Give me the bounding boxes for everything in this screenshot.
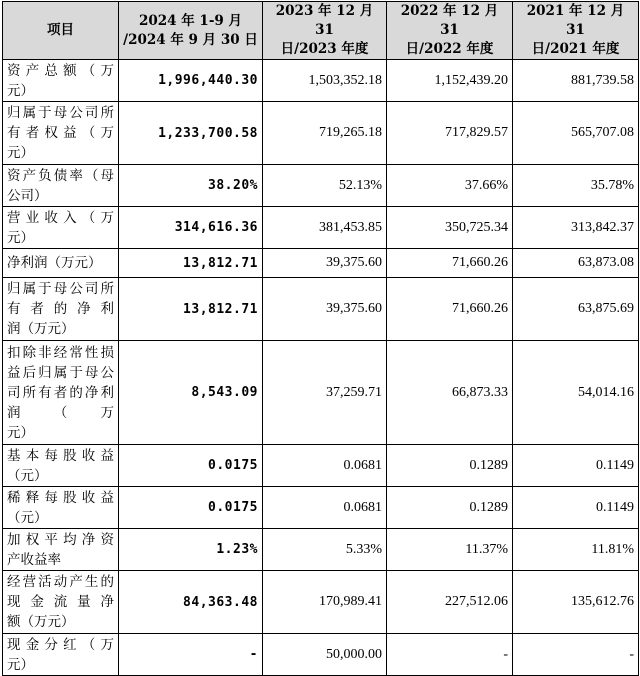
table-row [3, 634, 639, 676]
cell-value: 0.1289 [387, 445, 513, 487]
cell-value: 0.0681 [263, 445, 387, 487]
row-label: 资产负债率（母 公司） [3, 165, 119, 207]
cell-value: 50,000.00 [263, 634, 387, 676]
row-label: 经营活动产生的现金流量净 额（万元） [3, 571, 119, 634]
cell-value: - [387, 634, 513, 676]
cell-value: 0.1289 [387, 487, 513, 529]
row-label: 归属于母公司所有者的净利 润（万元） [3, 278, 119, 341]
cell-value: 71,660.26 [387, 249, 513, 278]
header-item: 项目 [3, 2, 119, 60]
cell-value: 35.78% [513, 165, 639, 207]
cell-value: 54,014.16 [513, 341, 639, 445]
cell-value: 63,873.08 [513, 249, 639, 278]
header-line: 2024 年 1-9 月 [138, 12, 243, 29]
table-row [3, 445, 639, 487]
cell-value: 13,812.71 [119, 249, 263, 278]
financial-summary-table [2, 1, 639, 676]
cell-value: 0.1149 [513, 445, 639, 487]
table-row [3, 249, 639, 278]
cell-value: 717,829.57 [387, 102, 513, 165]
header-2024-q3 [119, 2, 263, 60]
row-label: 营业收入（万 元） [3, 207, 119, 249]
table-row [3, 207, 639, 249]
cell-value: 350,725.34 [387, 207, 513, 249]
row-label: 加权平均净资 产收益率 [3, 529, 119, 571]
cell-value: - [119, 634, 263, 676]
cell-value: 0.0681 [263, 487, 387, 529]
cell-value: 11.81% [513, 529, 639, 571]
cell-value: 1,152,439.20 [387, 60, 513, 102]
cell-value: 381,453.85 [263, 207, 387, 249]
row-label: 基本每股收益 （元） [3, 445, 119, 487]
cell-value: - [513, 634, 639, 676]
table-row [3, 341, 639, 445]
header-line: /2024 年 9 月 30 日 [123, 31, 258, 48]
header-line: 日/2023 年度 [280, 41, 369, 57]
cell-value: 719,265.18 [263, 102, 387, 165]
cell-value: 0.0175 [119, 445, 263, 487]
header-line: 2023 年 12 月 31 [275, 3, 374, 38]
cell-value: 0.0175 [119, 487, 263, 529]
header-line: 2021 年 12 月 31 [526, 3, 625, 38]
row-label: 资产总额（万 元） [3, 60, 119, 102]
row-label: 归属于母公司所有者权益（万 元） [3, 102, 119, 165]
header-2021 [513, 2, 639, 60]
cell-value: 39,375.60 [263, 278, 387, 341]
cell-value: 1.23% [119, 529, 263, 571]
cell-value: 314,616.36 [119, 207, 263, 249]
table-row [3, 165, 639, 207]
row-label: 稀释每股收益 （元） [3, 487, 119, 529]
header-2023 [263, 2, 387, 60]
cell-value: 170,989.41 [263, 571, 387, 634]
cell-value: 11.37% [387, 529, 513, 571]
cell-value: 227,512.06 [387, 571, 513, 634]
row-label: 扣除非经常性损益后归属于母公司所有者的净利润（万 元） [3, 341, 119, 445]
cell-value: 39,375.60 [263, 249, 387, 278]
cell-value: 1,233,700.58 [119, 102, 263, 165]
cell-value: 313,842.37 [513, 207, 639, 249]
header-line: 日/2021 年度 [531, 41, 620, 57]
cell-value: 5.33% [263, 529, 387, 571]
cell-value: 66,873.33 [387, 341, 513, 445]
cell-value: 52.13% [263, 165, 387, 207]
table-row [3, 487, 639, 529]
cell-value: 37.66% [387, 165, 513, 207]
cell-value: 0.1149 [513, 487, 639, 529]
header-line: 日/2022 年度 [405, 41, 494, 57]
cell-value: 84,363.48 [119, 571, 263, 634]
table-row [3, 529, 639, 571]
cell-value: 71,660.26 [387, 278, 513, 341]
table-header-row [3, 2, 639, 60]
header-2022 [387, 2, 513, 60]
cell-value: 13,812.71 [119, 278, 263, 341]
row-label: 现金分红（万 元） [3, 634, 119, 676]
table-row [3, 278, 639, 341]
table-row [3, 102, 639, 165]
cell-value: 8,543.09 [119, 341, 263, 445]
cell-value: 37,259.71 [263, 341, 387, 445]
cell-value: 1,996,440.30 [119, 60, 263, 102]
cell-value: 38.20% [119, 165, 263, 207]
table-row [3, 571, 639, 634]
cell-value: 881,739.58 [513, 60, 639, 102]
cell-value: 565,707.08 [513, 102, 639, 165]
cell-value: 135,612.76 [513, 571, 639, 634]
row-label: 净利润（万元） [3, 249, 119, 278]
cell-value: 63,875.69 [513, 278, 639, 341]
cell-value: 1,503,352.18 [263, 60, 387, 102]
header-line: 2022 年 12 月 31 [400, 3, 499, 38]
table-row [3, 60, 639, 102]
